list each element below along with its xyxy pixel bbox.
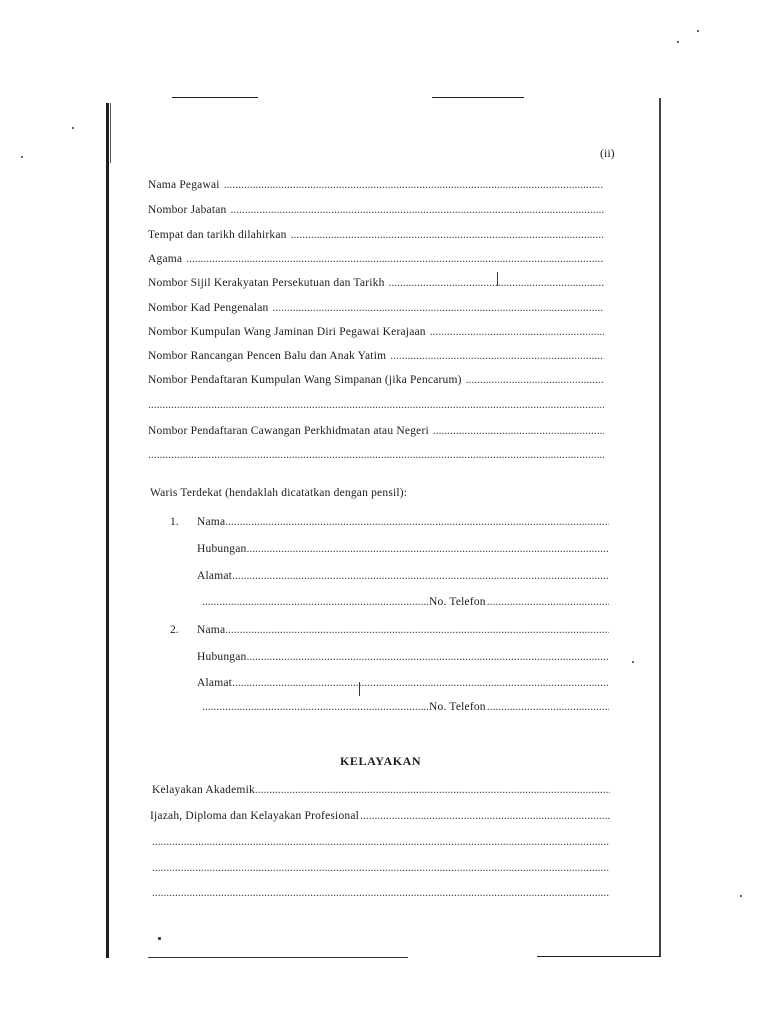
fill-line: [232, 677, 609, 689]
kin2-telefon: [202, 701, 609, 713]
fill-line: [291, 229, 604, 241]
field-pencen-balu: [148, 350, 604, 362]
fill-line: [148, 399, 604, 411]
field-tempat-tarikh-lahir: [148, 229, 604, 241]
fill-line: [224, 179, 604, 191]
fill-line: [225, 516, 609, 528]
field-label: Nombor Pendaftaran Cawangan Perkhidmatan atau Negeri: [148, 425, 429, 437]
fill-line: [202, 596, 428, 608]
fill-line: [255, 784, 610, 796]
field-cawangan-perkhidmatan: [148, 425, 604, 437]
page-number: (ii): [600, 146, 615, 160]
field-kad-pengenalan: [148, 302, 604, 314]
field-label: Alamat: [197, 570, 233, 582]
scan-speck: [632, 661, 634, 663]
field-label: Nombor Sijil Kerakyatan Persekutuan dan Tarikh: [148, 277, 385, 289]
fill-line: [430, 326, 604, 338]
kin2-alamat: [197, 677, 609, 689]
fill-line: [272, 302, 604, 314]
fill-line: [231, 204, 605, 216]
page-bottom-mark-left: [148, 957, 408, 958]
field-label: Agama: [148, 253, 183, 265]
fill-line: [152, 887, 610, 899]
kin1-nama: [197, 516, 609, 528]
entry-number: 1.: [170, 516, 179, 528]
scan-speck: [359, 682, 360, 696]
field-label: Ijazah, Diploma dan Kelayakan Profesional: [150, 810, 360, 822]
page-left-border-inner: [110, 103, 111, 163]
fill-line: [487, 596, 609, 608]
scan-speck: [21, 156, 23, 158]
page-top-mark-right: [432, 97, 524, 98]
entry-number: 2.: [170, 624, 179, 636]
field-label: Kelayakan Akademik: [152, 784, 255, 796]
page-right-border: [659, 98, 661, 956]
field-label: No. Telefon: [429, 596, 486, 608]
field-label: Nombor Kad Pengenalan: [148, 302, 269, 314]
field-nama-pegawai: [148, 179, 604, 191]
fill-line: [247, 543, 609, 555]
field-label: Nombor Kumpulan Wang Jaminan Diri Pegawai Kerajaan: [148, 326, 426, 338]
field-label: Hubungan: [197, 651, 247, 663]
fill-line: [360, 810, 610, 822]
page-bottom-mark-right: [537, 956, 661, 957]
field-kelayakan-akademik: [152, 784, 610, 796]
fill-line: [247, 651, 609, 663]
page-left-border: [106, 103, 109, 958]
field-agama: [148, 253, 604, 265]
scan-speck: [72, 127, 74, 129]
kin1-alamat: [197, 570, 609, 582]
field-kwsp: [148, 374, 604, 386]
field-kelayakan-profesional: [150, 810, 610, 822]
fill-line: [186, 253, 604, 265]
field-label: Alamat: [197, 677, 233, 689]
field-label: Tempat dan tarikh dilahirkan: [148, 229, 287, 241]
kin1-telefon: [202, 596, 609, 608]
kin2-hubungan: [197, 651, 609, 663]
scan-speck: [158, 937, 161, 940]
scan-speck: [497, 272, 498, 286]
field-label: Nombor Rancangan Pencen Balu dan Anak Yatim: [148, 350, 387, 362]
field-nombor-jabatan: [148, 204, 604, 216]
fill-line: [466, 374, 604, 386]
fill-line: [390, 350, 604, 362]
field-label: Nombor Jabatan: [148, 204, 227, 216]
fill-line: [232, 570, 609, 582]
field-label: Nama: [197, 624, 226, 636]
scan-speck: [677, 41, 679, 43]
fill-line: [487, 701, 609, 713]
profesional-continuation-1: [152, 836, 610, 848]
profesional-continuation-2: [152, 862, 610, 874]
fill-line: [152, 862, 610, 874]
scan-speck: [697, 30, 699, 32]
fill-line: [225, 624, 609, 636]
fill-line: [152, 836, 610, 848]
profesional-continuation-3: [152, 887, 610, 899]
fill-line: [202, 701, 428, 713]
fill-line: [433, 425, 604, 437]
field-label: Nama: [197, 516, 226, 528]
scan-speck: [740, 895, 742, 897]
next-of-kin-heading: Waris Terdekat (hendaklah dicatatkan dengan pensil):: [150, 487, 408, 499]
fill-line: [148, 449, 604, 461]
field-cawangan-continuation: [148, 449, 604, 461]
qualifications-heading: KELAYAKAN: [340, 754, 422, 768]
kin1-hubungan: [197, 543, 609, 555]
page-top-mark-left: [172, 97, 258, 98]
field-label: Hubungan: [197, 543, 247, 555]
kin2-nama: [197, 624, 609, 636]
field-label: Nama Pegawai: [148, 179, 220, 191]
field-kwjdpk: [148, 326, 604, 338]
field-sijil-kerakyatan: [148, 277, 604, 289]
field-label: Nombor Pendaftaran Kumpulan Wang Simpanan (jika Pencarum): [148, 374, 462, 386]
field-kwsp-continuation: [148, 399, 604, 411]
field-label: No. Telefon: [429, 701, 486, 713]
